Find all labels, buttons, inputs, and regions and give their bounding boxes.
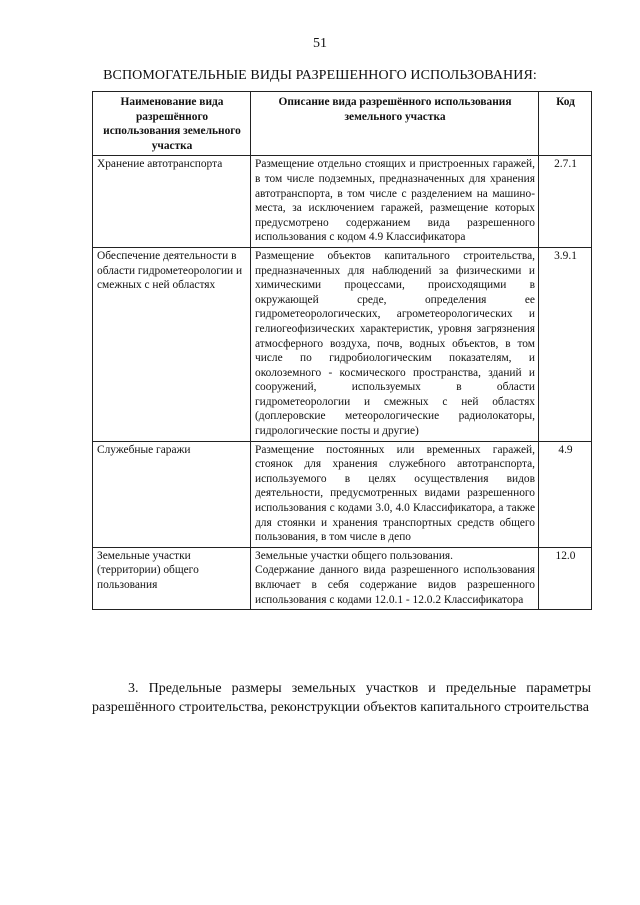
page-number: 51 <box>313 36 327 51</box>
column-header-code: Код <box>539 92 592 156</box>
table-header-row <box>93 92 592 156</box>
use-description: Размещение объектов капитального строительства, предназначенных для наблюдений за физическими и химическими процессами, происходящими в окружающей среде, определения ее гидрометеорологических, агрометеорологических и гелиогеофизических характеристик, уровня загрязнения атмосферного воздуха, почв, водных объектов, в том числе по гидробиологическим показателям, и околоземного - космического пространства, зданий и сооружений, используемых в области гидрометеорологии и смежных с ней областях (доплеровские метеорологические радиолокаторы, гидрологические посты и другие) <box>251 247 539 441</box>
permitted-uses-table <box>92 91 592 610</box>
use-code: 2.7.1 <box>539 156 592 248</box>
section-paragraph: 3. Предельные размеры земельных участков и предельные параметры разрешённого строительства, реконструкции объектов капитального строительства <box>92 681 591 715</box>
column-header-name: Наименование вида разрешённого использования земельного участка <box>93 92 251 156</box>
use-description: Размещение постоянных или временных гаражей, стоянок для хранения служебного автотранспорта, используемого в целях осуществления видов деятельности, предусмотренных видами разрешенного использования с кодами 3.0, 4.0 Классификатора, а также для стоянки и хранения транспортных средств общего пользования, в том числе в депо <box>251 441 539 547</box>
use-name: Хранение автотранспорта <box>93 156 251 248</box>
table-row <box>93 156 592 248</box>
column-header-description: Описание вида разрешённого использования земельного участка <box>251 92 539 156</box>
use-code: 12.0 <box>539 547 592 609</box>
table-row <box>93 247 592 441</box>
use-description: Размещение отдельно стоящих и пристроенных гаражей, в том числе подземных, предназначенных для хранения автотранспорта, в том числе с разделением на машино-места, за исключением гаражей, размещение которых предусмотрено содержанием вида разрешенного использования с кодом 4.9 Классификатора <box>251 156 539 248</box>
use-description-line: Содержание данного вида разрешенного использования включает в себя содержание видов разрешенного использования с кодами 12.0.1 - 12.0.2 Классификатора <box>255 564 535 606</box>
use-name: Обеспечение деятельности в области гидрометеорологии и смежных с ней областях <box>93 247 251 441</box>
table-row <box>93 547 592 609</box>
use-code: 3.9.1 <box>539 247 592 441</box>
use-description <box>251 547 539 609</box>
use-description-line: Земельные участки общего пользования. <box>255 549 454 562</box>
use-name: Служебные гаражи <box>93 441 251 547</box>
table-row <box>93 441 592 547</box>
use-code: 4.9 <box>539 441 592 547</box>
use-name: Земельные участки (территории) общего пользования <box>93 547 251 609</box>
section-heading: ВСПОМОГАТЕЛЬНЫЕ ВИДЫ РАЗРЕШЕННОГО ИСПОЛЬЗОВАНИЯ: <box>103 68 537 83</box>
